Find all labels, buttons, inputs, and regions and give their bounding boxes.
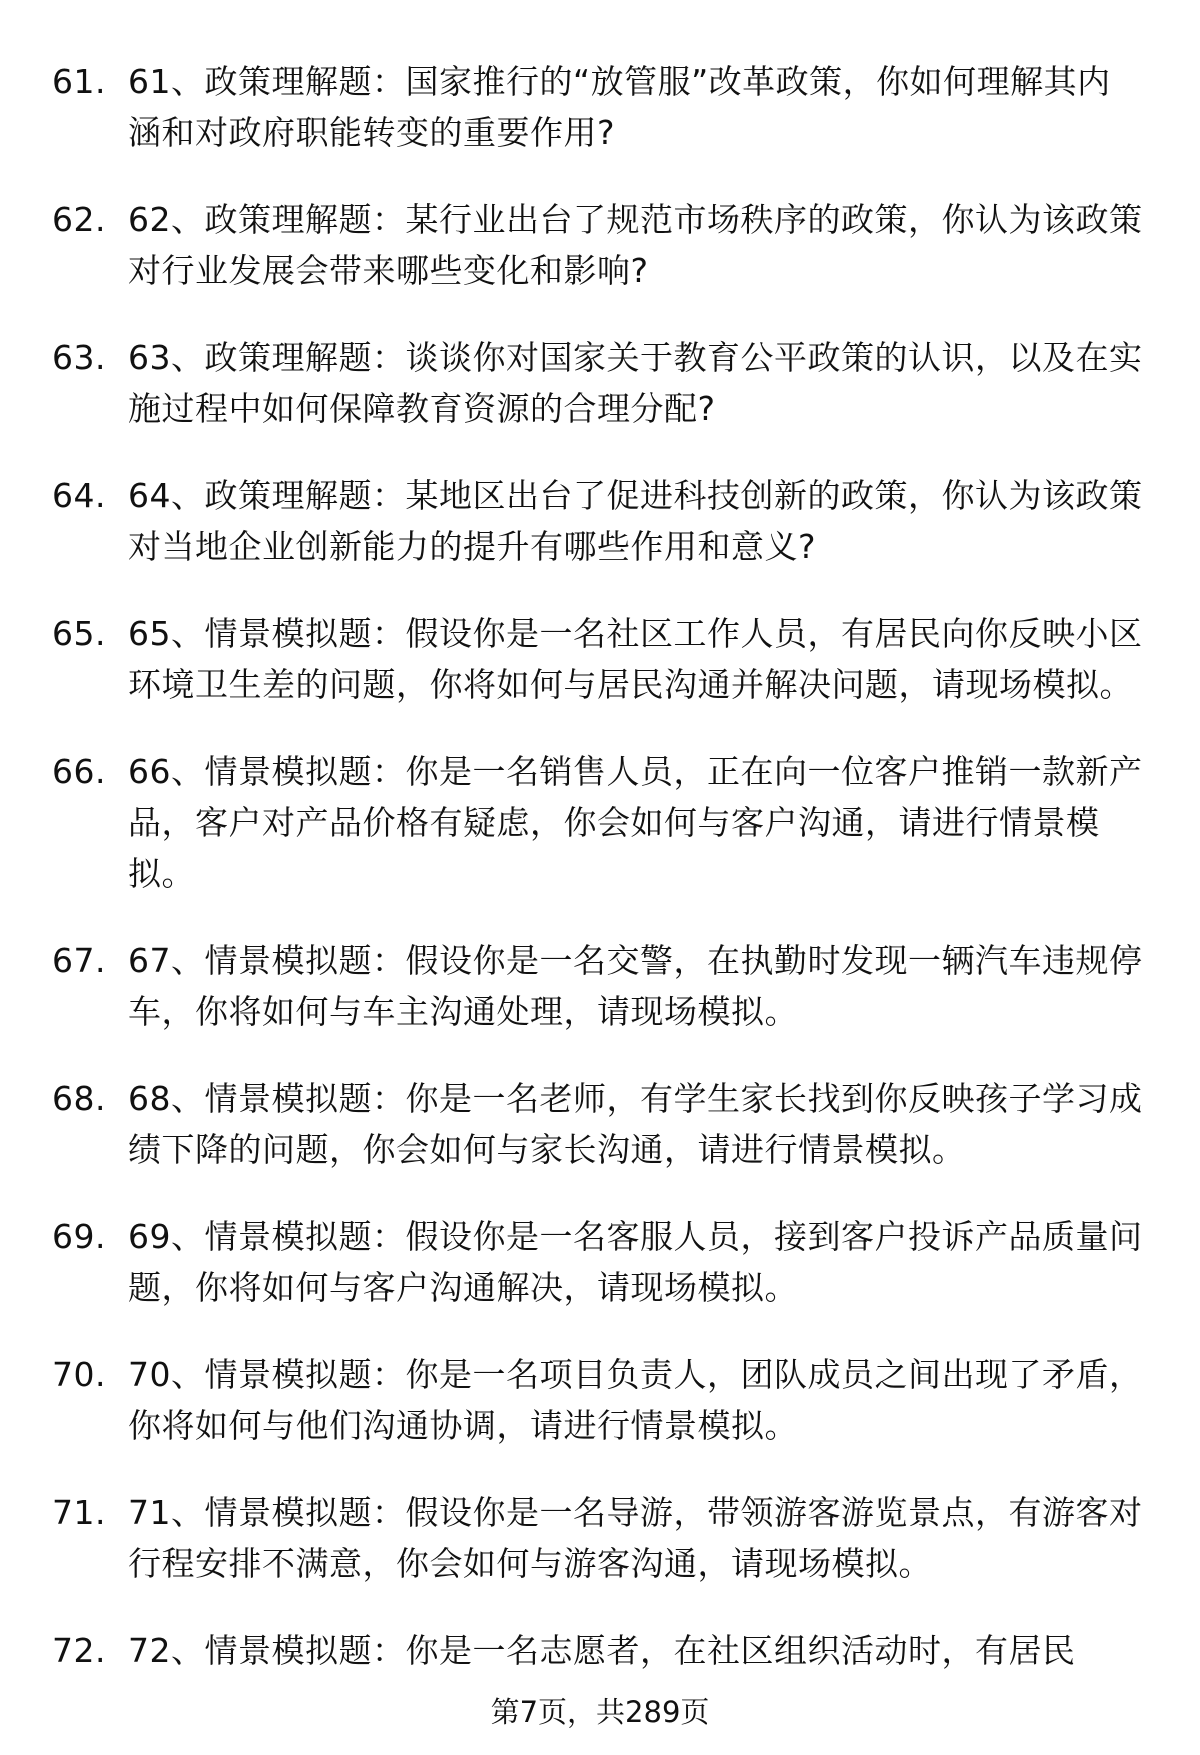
question-number: 63.	[52, 338, 106, 377]
question-item	[0, 1349, 1200, 1451]
question-number: 70.	[52, 1355, 106, 1394]
question-number: 61.	[52, 62, 106, 101]
question-list	[0, 56, 1200, 1712]
question-item	[0, 332, 1200, 434]
question-number: 69.	[52, 1217, 106, 1256]
question-text: 68、情景模拟题：你是一名老师，有学生家长找到你反映孩子学习成绩下降的问题，你会如何与家长沟通，请进行情景模拟。	[128, 1079, 1143, 1169]
question-text: 67、情景模拟题：假设你是一名交警，在执勤时发现一辆汽车违规停车，你将如何与车主沟通处理，请现场模拟。	[128, 941, 1143, 1031]
question-item	[0, 608, 1200, 710]
question-item	[0, 1487, 1200, 1589]
question-number: 64.	[52, 476, 106, 515]
question-item	[0, 56, 1200, 158]
question-number: 67.	[52, 941, 106, 980]
question-item	[0, 1211, 1200, 1313]
question-number: 68.	[52, 1079, 106, 1118]
question-text: 65、情景模拟题：假设你是一名社区工作人员，有居民向你反映小区环境卫生差的问题，你将如何与居民沟通并解决问题，请现场模拟。	[128, 614, 1143, 704]
question-item	[0, 470, 1200, 572]
question-number: 71.	[52, 1493, 106, 1532]
page-footer: 第7页，共289页	[490, 1695, 710, 1729]
question-item	[0, 935, 1200, 1037]
question-text: 64、政策理解题：某地区出台了促进科技创新的政策，你认为该政策对当地企业创新能力的提升有哪些作用和意义?	[128, 476, 1143, 566]
question-text: 72、情景模拟题：你是一名志愿者，在社区组织活动时，有居民	[128, 1631, 1076, 1670]
question-number: 72.	[52, 1631, 106, 1670]
question-text: 61、政策理解题：国家推行的“放管服”改革政策，你如何理解其内涵和对政府职能转变的重要作用?	[128, 62, 1111, 152]
question-text: 63、政策理解题：谈谈你对国家关于教育公平政策的认识，以及在实施过程中如何保障教育资源的合理分配?	[128, 338, 1143, 428]
question-item	[0, 746, 1200, 899]
question-item	[0, 1073, 1200, 1175]
question-text: 70、情景模拟题：你是一名项目负责人，团队成员之间出现了矛盾，你将如何与他们沟通协调，请进行情景模拟。	[128, 1355, 1143, 1445]
question-text: 69、情景模拟题：假设你是一名客服人员，接到客户投诉产品质量问题，你将如何与客户沟通解决，请现场模拟。	[128, 1217, 1143, 1307]
question-text: 71、情景模拟题：假设你是一名导游，带领游客游览景点，有游客对行程安排不满意，你会如何与游客沟通，请现场模拟。	[128, 1493, 1143, 1583]
question-text: 62、政策理解题：某行业出台了规范市场秩序的政策，你认为该政策对行业发展会带来哪些变化和影响?	[128, 200, 1143, 290]
question-number: 66.	[52, 752, 106, 791]
question-item	[0, 1625, 1200, 1676]
question-text: 66、情景模拟题：你是一名销售人员，正在向一位客户推销一款新产品，客户对产品价格有疑虑，你会如何与客户沟通，请进行情景模拟。	[128, 752, 1143, 893]
question-number: 65.	[52, 614, 106, 653]
question-item	[0, 194, 1200, 296]
question-number: 62.	[52, 200, 106, 239]
